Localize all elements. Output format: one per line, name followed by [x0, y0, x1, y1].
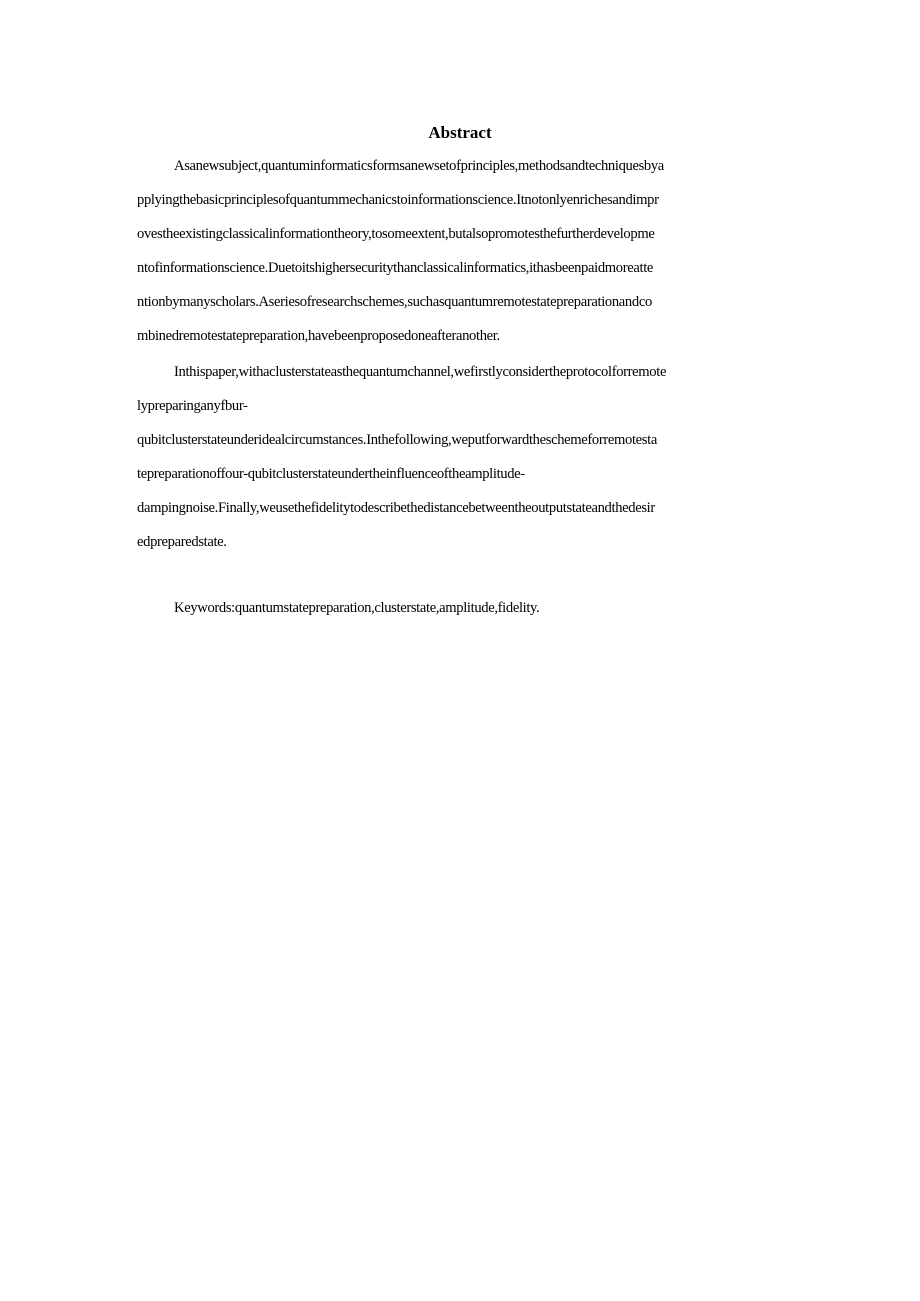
abstract-line: mbinedremotestatepreparation,havebeenproposedoneafteranother.: [137, 328, 500, 344]
abstract-line: qubitclusterstateunderidealcircumstances.Inthefollowing,weputforwardtheschemeforremotesta: [137, 432, 657, 448]
abstract-line: ntionbymanyscholars.Aseriesofresearchschemes,suchasquantumremotestatepreparationandco: [137, 294, 652, 310]
abstract-line: tepreparationoffour-qubitclusterstateundertheinfluenceoftheamplitude-: [137, 466, 525, 482]
abstract-line: edpreparedstate.: [137, 534, 227, 550]
abstract-line: pplyingthebasicprinciplesofquantummechanicstoinformationscience.Itnotonlyenrichesandimpr: [137, 192, 659, 208]
abstract-line: ntofinformationscience.Duetoitshighersecuritythanclassicalinformatics,ithasbeenpaidmoreatte: [137, 260, 654, 276]
abstract-line: Inthispaper,withaclusterstateasthequantumchannel,wefirstlyconsidertheprotocolforremote: [174, 364, 667, 380]
keywords-line: Keywords:quantumstatepreparation,clusterstate,amplitude,fidelity.: [174, 600, 540, 616]
abstract-line: ovestheexistingclassicalinformationtheory,tosomeextent,butalsopromotesthefurtherdevelopme: [137, 226, 655, 242]
abstract-line: dampingnoise.Finally,weusethefidelitytodescribethedistancebetweentheoutputstateandthedesir: [137, 500, 655, 516]
abstract-line: lypreparinganyfbur-: [137, 398, 248, 414]
abstract-title: Abstract: [428, 123, 492, 142]
abstract-line: Asanewsubject,quantuminformaticsformsanewsetofprinciples,methodsandtechniquesbya: [174, 158, 664, 174]
